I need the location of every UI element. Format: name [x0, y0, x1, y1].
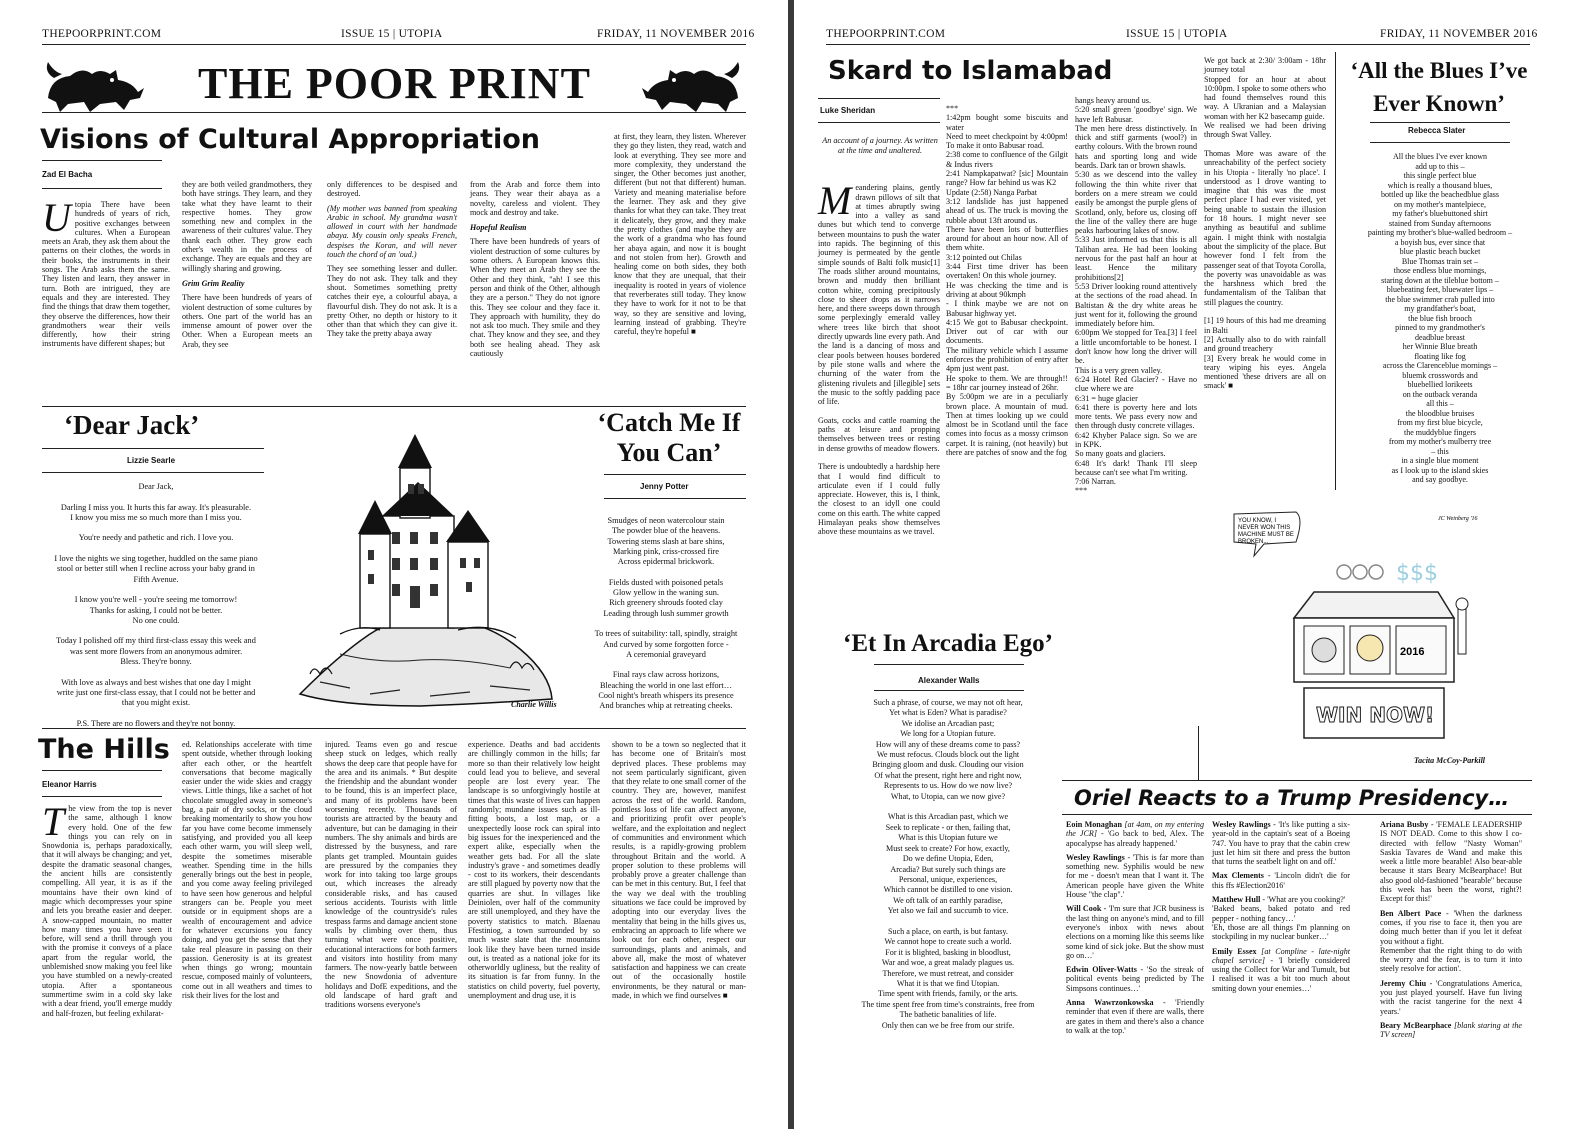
- blues-title: ‘All the Blues I’ve Ever Known’: [1350, 58, 1528, 116]
- oriel-quote-name: Anna Wawrzonkowska: [1066, 998, 1154, 1008]
- arcadia-text: Such a phrase, of course, we may not oft hear, Yet what is Eden? What is paradise? We idolise an Arcadian past; We long for a Utopian future. How will any of these dreams come to pass? We must refocus. Clouds block out the light Bringing gloom and dusk. Clouding our vision Of what the present, right here and right now, Represents to us. How do we now live? What, to Utopia, can we now give? What is this Arcadian past, which we Seek to replicate - or then, failing that, What is this Utopian future we Must seek to create? For how, exactly, Do we define Utopia, Eden, Arcadia? But surely such things are Personal, unique, experiences, Which cannot be distilled to one vision. We oft talk of an earthly paradise, Yet also we fail and succumb to vice. Such a place, on earth, is but fantasy. We cannot hope to create such a world. For it is blighted, basking in bloodlust, War and woe, a great malady plagues us. Therefore, we must retreat, and consider What it is that we find Utopian. Time spent with friends, family, or the arts. The time spent free from time's constraints, free from The bathetic banalities of life. Only then can we be free from our strife.: [861, 698, 1035, 1030]
- cartoon-bubble-line: YOU KNOW, I: [1238, 518, 1277, 524]
- oriel-quote-name: Wesley Rawlings: [1212, 820, 1271, 829]
- oriel-quote-name: Edwin Oliver-Watts: [1066, 965, 1137, 975]
- lion-emblem-icon: [636, 58, 746, 118]
- oriel-quote-text: - 'Friendly reminder that even if there are walls, there are gates in them and there's also a chance to walk at the top.': [1066, 998, 1204, 1035]
- visions-author: Zad El Bacha: [42, 170, 93, 179]
- skard-col-2: *** 1:42pm bought some biscuits and water Need to meet checkpoint by 4:00pm! To make it onto Babusar road. 2:38 come to confluence of the Gilgit & Indus rivers 2:41 Nampkapatwat? [sic] Mountain range? How far behind us was K2 Update (2:58) Nanga Parbat 3:12 landslide has just happened ahead of us. The truck is moving the rubble about 13ft around us. There have been lots of butterflies around for about an hour now. All of them white. 3:12 pointed out Chilas 3:44 First time driver has been overtaken! On this whole journey. He was checking the time and is driving at about 90kmph - I think maybe we are not on Babusar highway yet. 4:15 We got to Babusar checkpoint. Driver out of car with our documents. The military vehicle which I assume enforces the prohibition of entry after 4pm just went past. He spoke to them. We are through!! = 18hr car journey instead of 26hr. By 5:00pm we are in a peculiarly brown place. A mountain of mud. Then at times looking up we could almost be in Scotland until the face comes into focus as a mossy crimson carpet. It is raining, (not heavily) but there are patches of snow and the fog: [946, 104, 1068, 457]
- oriel-quote-text: - 'FEMALE LEADERSHIP IS NOT DEAD. Come to this show I co-directed with fellow "Nasty Woman" Saskia Tavares de Wand and make this week a little more bearable! Also bear-able because it stars Beary McBearphace! But also good old-fashioned "bearable" because this week has been the worst, right?! Except for this!': [1380, 820, 1522, 904]
- oriel-col-2: [1212, 820, 1350, 1076]
- oriel-quote-name: Beary McBearphace: [1380, 1020, 1452, 1030]
- page-left: [0, 0, 788, 1129]
- oriel-quote-name: Emily Essex: [1212, 946, 1257, 956]
- oriel-quote-text: - 'Go back to bed, Alex. The apocalypse has already happened.': [1066, 829, 1204, 848]
- illustration-caption: Charlie Willis: [511, 700, 557, 709]
- slot-machine-cartoon: [1224, 508, 1524, 748]
- oriel-quote-name: Matthew Hull: [1212, 895, 1261, 905]
- header-site[interactable]: THEPOORPRINT.COM: [826, 28, 946, 40]
- cartoon-bubble-line: MACHINE MUST BE: [1238, 532, 1294, 538]
- oriel-quote: [1212, 947, 1350, 993]
- hills-col-1: The view from the top is never the same, although I know every hold. One of the few things you can rely on in Snowdonia is, perhaps paradoxically, that it will always be changing; and yet, despite the dramatic seasonal changes, the ancient hills are consistently compelling. All year, it is as if the mountains have their own kind of magic which decompresses your spine and lets you breathe easier and deeper. A snow-capped mountain, no matter how many times you have seen it before, will send a thrill through you with the promise it conveys of a place apart from the regular world, the unblemished snow making you feel like you have stumbled on a newly-created utopia. After a spontaneous summertime swim in a cold sky lake with a dear friend, you'll emerge muddy and half-frozen, but feeling exhilarat-: [42, 799, 172, 1018]
- header-issue: ISSUE 15 | UTOPIA: [1126, 28, 1228, 40]
- visions-col-4: from the Arab and force them into jeans. They wear their abaya as a novelty, careless and violent. They mock and destroy and take. Hopeful Realism There have been hundreds of years of violent destruction of some cultures by some others. A European knows this. When they meet an Arab they see the Other and they think, "ah! I see this person and think of the Other, although they are a person." They do not ignore this. They see colour and they face it. They approach with humility, they do not ask too much. They smile and they chat. They know and they see, and they both see healing ahead. They ask cautiously: [470, 180, 600, 359]
- oriel-quote: [1212, 871, 1350, 890]
- oriel-quote-text: - 'This is far more than something new. Syphilis would be new for me - doesn't mean that I want it. The American people have given the White House "the clap".': [1066, 852, 1205, 900]
- oriel-quote: [1066, 853, 1204, 899]
- oriel-quote-name: Eoin Monaghan: [1066, 820, 1122, 829]
- oriel-quote: [1066, 820, 1204, 848]
- skard-intro: An account of a journey. As written at the time and unaltered.: [822, 136, 938, 155]
- cartoon-year: 2016: [1400, 646, 1425, 658]
- oriel-quote-text: - 'When the darkness comes, if you rise to face it, then you are doing much better than if you let it defeat you without a fight. Remember that the right thing to do with the worry and the fear, is to turn it into steely resolve for action'.: [1380, 908, 1522, 974]
- oriel-quote: [1066, 965, 1204, 993]
- hills-col-5: shown to be a town so neglected that it has become one of Britain's most deprived places. These problems may not seem particularly significant, given that they relate to one small corner of the country. They are, however, manifest across the rest of the world. Random, pointless loss of life can affect anyone, and prioritizing profit over people's welfare, and the exploitation and neglect of communities and environment which results, is a rapidly-growing problem throughout Britain and the world. A proper solution to these problems will probably prove a greater challenge than can be met in this century. But, I feel that the way we deal with the troubling situations we face could be improved by adopting into our everyday lives the mentality that being in the hills gives us, embracing an approach to life where we look out for each other, respect our surroundings, plants and animals, and above all, make the most of whatever satisfaction and happiness we can create out of the occasionally hostile environments, be they natural or man-made, in which we find ourselves ■: [612, 740, 746, 1001]
- cartoon-banner: WIN NOW!: [1316, 703, 1435, 727]
- oriel-quote-name: Ben Albert Pace: [1380, 908, 1442, 918]
- oriel-quote-text: - 'It's like putting a six-year-old in the captain's seat of a Boeing 747. You have to pray that the cabin crew just let him sit there and press the button that turns the seatbelt light on and off.': [1212, 820, 1350, 867]
- oriel-quote-note: [at 4am, on my entering the JCR]: [1066, 820, 1204, 839]
- catch-me-text: Smudges of neon watercolour stain The powder blue of the heavens. Towering stems slash at bare shins, Marking pink, criss-crossed fire Across epidermal brickwork. Fields dusted with poisoned petals Glow yellow in the waning sun. Rich greenery shrouds footed clay Leading through lush summer growth To trees of suitability: tall, spindly, straight And curved by some forgotten force - A ceremonial graveyard Final rays claw across horizons, Bleaching the world in one last effort… Cool night's breath whispers its presence And branches whip at retreating cheeks.: [594, 516, 738, 711]
- oriel-quote-name: Ariana Busby: [1380, 820, 1429, 829]
- oriel-quote: [1380, 909, 1522, 974]
- oriel-quote: [1066, 904, 1204, 960]
- hills-col-4: experience. Deaths and bad accidents are chillingly common in the hills; far more so than their relatively low height could lead you to believe, and several people are lost every year. The landscape is so unforgivingly hostile at times that this waste of lives can happen randomly; mundane issues such as ill-fitting boots, a lost map, or a unexpectedly loose rock can spiral into big issues for the inexperienced and the expert alike, especially when the weather gets bad. For all the slate industry's grave - and sometimes deadly - cost to its workers, their descendants are still plagued by poverty now that the quarries are shut. In villages like Deiniolen, over half of the community are still unemployed, and they have the poverty statistics to match. Blaenau Ffestiniog, a town surrounded by so much waste slate that the mountains look like they have been turned inside out, is treated as a national joke for its otherworldly ugliness, but the reality of its situation is far from funny. In the statistics on child poverty, fuel poverty, unemployment and drug use, it is: [468, 740, 600, 1001]
- cartoon-dollars: $$$: [1396, 561, 1438, 586]
- page-right: [794, 0, 1596, 1129]
- cartoon-bubble-line: NEVER WON THIS: [1238, 525, 1291, 531]
- catch-me-title: ‘Catch Me If You Can’: [597, 408, 741, 467]
- skard-title: Skard to Islamabad: [828, 56, 1113, 86]
- oriel-quote: [1212, 895, 1350, 941]
- cartoon-bubble-line: BROKEN...: [1238, 539, 1269, 545]
- catch-me-author: Jenny Potter: [640, 482, 689, 491]
- arcadia-author: Alexander Walls: [918, 676, 980, 685]
- oriel-quote-name: Jeremy Chiu: [1380, 978, 1427, 988]
- oriel-quote-text: - 'I'm sure that JCR business is the last thing on anyone's mind, and to fill everyone's inbox with news about elections on a morning like this seems like some kind of sick joke. But the show must go on…': [1066, 904, 1204, 960]
- oriel-title: Oriel Reacts to a Trump Presidency…: [1074, 786, 1510, 810]
- masthead-title: THE POOR PRINT: [198, 59, 591, 108]
- visions-title: Visions of Cultural Appropriation: [40, 124, 541, 155]
- oriel-col-1: [1066, 820, 1204, 1076]
- hills-col-3: injured. Teams even go and rescue sheep stuck on ledges, which really shows the deep care that people have for the area and its animals. * But despite the friendship and the abundant wonder to be found, this is an imperfect place, and many of its problems have been worsening recently. Thousands of tourists are attracted by the beauty and adventure, but can be damaging in their numbers. The shy animals and birds are distressed by the busyness, and rare plants get trampled. Mountain guides are pressured by the companies they work for into taking too large groups out, which increases the already considerable risks, and has caused serious accidents. Tourists with little knowledge of the countryside's rules trespass farms and damage ancient stone walls by climbing over them, thus turning what were once positive, educational interactions for both farmers and visitors into hostility from many farmers. The now-yearly battle between the new Snowdonia of adventure holidays and DofE expeditions, and the old landscape of hard graft and traditions worsens everyone's: [325, 740, 457, 1010]
- oriel-col-3: [1380, 820, 1522, 1086]
- dear-jack-author: Lizzie Searle: [127, 456, 176, 465]
- oriel-quote-text: - 'Lincoln didn't die for this ffs #Election2016': [1212, 871, 1351, 890]
- skard-col-4: We got back at 2:30/ 3:00am - 18hr journey total Stopped for an hour at about 10:00pm. I spoke to some others who had found themselves round this way. A Ukranian and a Malaysian woman with her K2 basecamp guide. We realised we had been driving through Swat Valley. Thomas More was aware of the unreachability of the perfect society in his Utopia - literally 'no place'. I understood as I drove wanting to imagine that this was the most perfect place I had ever visited, yet being unable to sustain the illusion for 18 hours. I might never see anything as beautiful and sublime again. I might think with nostalgia about the simplicity of the place. But however fond I felt from the passenger seat of that Toyota Corolla, the poverty was unavoidable as was the harshness which bred the fundamentalism of the Taliban that still plagues the country. [1] 19 hours of this had me dreaming in Balti [2] Actually also to do with rainfall and ground treachery [3] Every break he would come in teary wiping his eyes. Angela mentioned 'these drivers are all on smack' ■: [1204, 56, 1327, 391]
- arcadia-title: ‘Et In Arcadia Ego’: [843, 630, 1053, 657]
- oriel-quote: [1380, 820, 1522, 904]
- header-date: FRIDAY, 11 NOVEMBER 2016: [597, 28, 755, 40]
- visions-col-5: at first, they learn, they listen. Wherever they go they listen, they read, watch and look at everything. They see more and more complexity, they understand the singer, the Other becomes just another, different (but not that different) human. Variety and meaning materialise before the learner. They ask and they give thanks for what they can take. They treat it delicately, they grow, and they make the pretty clothes (and maybe they are the work of a grandma who has found her abaya again, and now it is bought and not stolen from her). Growth and healing come on both sides, they both know that they are unequal, that their inequality is rooted in years of violence that reverberates still today. They know they have to work for it not to be that way, so they are sensitive and loving, learning instead of grabbing. They're careful, they're hopeful ■: [614, 132, 746, 337]
- visions-col-1: Utopia There have been hundreds of years of rich, positive exchanges between cultures. When a European meets an Arab, they ask them about the patterns on their clothes, the words in their books, the instruments in their songs. The Arab asks them the same. They listen and learn, they answer in turn. Both are intrigued, they are equals and they are interested. They find the things that draw them together, they observe the differences, how their grandmothers wear their veils differently, how their string instruments have different shapes; but: [42, 195, 170, 349]
- dear-jack-text: Dear Jack, Darling I miss you. It hurts this far away. It's pleasurable. I know you miss me so much more than I miss you. You're needy and pathetic and rich. I love you. I love the nights we sing together, huddled on the same piano stool or better still when I recline across your baby grand in Fifth Avenue. I know you're well - you're seeing me tomorrow! Thanks for asking, I could not be better. No one could. Today I polished off my third first-class essay this week and was sent more flowers from an anonymous admirer. Bless. They're bonny. With love as always and best wishes that one day I might write just one first-class essay, that I could not be better and that you might exist. P.S. There are no flowers and they're not bonny.: [54, 482, 258, 728]
- visions-col-3: only differences to be despised and destroyed. (My mother was banned from speaking Arabic in school. My grandma wasn't allowed in court with her handmade abaya. My cousin only speaks French, despises the Koran, and will never touch the chord of an 'oud.) They see something lesser and duller. They do not ask. They talk and they shout. Sometimes something pretty catches their eye, a colourful abaya, a flavourful dish. They do not ask. It is a pretty Other, no depth or history to it other than that which they can give it. They take the pretty abaya away: [327, 180, 457, 339]
- hills-title: The Hills: [38, 734, 170, 765]
- drop-cap: U: [42, 195, 71, 240]
- drop-cap: M: [818, 178, 852, 224]
- skard-col-1: Meandering plains, gently drawn pillows of silt that at times abruptly swing into a valley as sand dunes but which tend to converge between mountains to push the water into rapids. The beginning of this journey is permeated by the gentle simple sounds of Balti folk music[1] The roads slither around mountains, brown and muddy then brilliant cotton white, coming precipitously close to sheer drops as it narrows here, and there sweeps down through some perplexingly emerald valley where trees like birch that shoot directly upwards line every path. And the land is a dancing of moss and clear pools between houses bordered by pile stone walls and where the churning of the water from the glistening rivulets and [illegible] sets the music to the softly padding pace of life. Goats, cocks and cattle roaming the paths at leisure and propping themselves between trees or resting in dense growths of meadow flowers. There is undoubtedly a hardship here that I would find difficult to articulate even if I could fully appreciate. However, this is, I think, the closest to an idyll one could come on this earth. The white capped Himalayan peaks show themselves above these mountains as we travel.: [818, 178, 940, 537]
- oriel-quote: [1380, 1021, 1522, 1040]
- oriel-quote-note: [blank staring at the TV screen]: [1380, 1020, 1522, 1040]
- oriel-quote-name: Max Clements: [1212, 871, 1264, 881]
- drop-cap: T: [42, 799, 65, 844]
- header-date: FRIDAY, 11 NOVEMBER 2016: [1380, 28, 1538, 40]
- blues-text: All the blues I've ever known add up to this – this single perfect blue which is really a thousand blues, bottled up like the beachedblue glass on my mother's mantelpiece, my father's bluebuttoned shirt stained from Sunday afternoons painting my brother's blue-walled bedroom – a boyish bus, ever since that blue plastic beach bucket Blue Thomas train set – those endless blue mornings, staring down at the tileblue bottom – bluebeating feet, bluewater lips – the blue swimmer crab pulled into my grandfather's boat, the blue fish brooch pinned to my grandmother's deadblue breast her Winnie Blue breath floating like fog across the Clarenceblue mornings – bluemk crosswords and bluebellied lorikeets on the outback veranda all this – the bloodblue bruises from my first blue bicycle, the muddyblue fingers from my mother's mulberry tree – this in a single blue moment as I look up to the island skies and say goodbye.: [1367, 152, 1513, 484]
- castle-illustration: [280, 424, 576, 714]
- skard-col-3: hangs heavy around us. 5:20 small green 'goodbye' sign. We have left Babusar. The men here dress distinctively. In thick and stiff garments (wool?) in earthy colours. With the brown round hats and sporting long and wide beards. Dark tan or brown shawls. 5:30 as we descend into the valley following the thin white river that borders on a mere stream we could easily be amongst the purple glens of Scotland, only, before us, closing off the line of the valley there are huge peaks harbouring lakes of snow. 5:33 Just informed us that this is all Taliban area. He had been looking nervous for the past half an hour at least. Hence the military prohibitions[2] 5:53 Driver looking round attentively at the sections of the road ahead. In Baltistan & the dry white areas he just went for it, following the ground immediately before him. 6:00pm We stopped for Tea.[3] I feel a little uncomfortable to be honest. I don't know how long the driver will be. This is a very green valley. 6:24 Hotel Red Glacier? - Have no clue where we are 6:31 = huge glacier 6:41 there is poverty here and lots more tents. We pass every now and then through dusty concrete villages. 6:42 Khyber Palace sign. So we are in KPK. So many goats and glaciers. 6:48 It's dark! Thank I'll sleep because can't see what I'm writing. 7:06 Narran. ***: [1075, 96, 1197, 496]
- cartoon-caption: Tacita McCoy-Parkill: [1414, 756, 1486, 765]
- oriel-quote-text: - 'I briefly considered using the Collect for War and Tumult, but I realised it was a bit too much about smiting down your enemies…': [1212, 955, 1350, 993]
- lion-emblem-icon: [40, 58, 150, 118]
- oriel-quote-note: [at Compline - late-night chapel service]: [1212, 946, 1351, 965]
- hills-col-2: ed. Relationships accelerate with time spent outside, whether through looking after each other, or the heartfelt conversations that become magically easier under the wide skies and craggy views. Little things, like a sachet of hot chocolate smuggled away in someone's bag, a pair of dry socks, or the cloud breaking momentarily to show you how far you have come become immensely satisfying, and provided you all keep each other warm, you will sleep well, despite the sometimes miserable weather. Spending time in the hills generally brings out the best in people, and you come away feeling privileged to have seen how generous and helpful strangers can be. People you meet outside or in equipment shops are a wealth of encouragement and advice for whatever excursions you fancy doing, and you get the sense that they take real pleasure in passing on their passion. Generosity is at its greatest when things go wrong; mountain rescue, composed mainly of volunteers, come out in all weathers and times to risk their lives for the lost and: [182, 740, 312, 1001]
- oriel-quote: [1066, 998, 1204, 1035]
- oriel-quote: [1212, 820, 1350, 866]
- visions-col-2: they are both veiled grandmothers, they both have strings. They learn, and they take what they have learnt to their respective homes. They grow something new and complex in the awareness of their cultures' value. They thank each other. They grow each other's wealth in the process of exchange. They are equals and they are willingly sharing and growing. Grim Grim Reality There have been hundreds of years of violent destruction of some cultures by others. One part of the world has an immense amount of power over the Other. When a European meets an Arab, they see: [182, 180, 312, 349]
- skard-author: Luke Sheridan: [820, 106, 876, 115]
- oriel-quote-text: - 'What are you cooking?' 'Baked beans, baked potato and red pepper - nothing fancy…' 'Eh, those are all things I'm planning on stockpiling in my nuclear bunker…': [1212, 895, 1350, 942]
- header-issue: ISSUE 15 | UTOPIA: [341, 28, 443, 40]
- oriel-quote-name: Wesley Rawlings: [1066, 852, 1125, 862]
- hills-author: Eleanor Harris: [42, 780, 97, 789]
- blues-author: Rebecca Slater: [1408, 126, 1466, 135]
- header-site[interactable]: THEPOORPRINT.COM: [42, 28, 162, 40]
- oriel-quote-name: Will Cook: [1066, 904, 1102, 914]
- oriel-quote: [1380, 979, 1522, 1016]
- oriel-quote-text: - 'So the streak of political events being predicted by The Simpsons continues…': [1066, 965, 1204, 993]
- cartoon-signature: JC Weinberg '16: [1438, 516, 1478, 522]
- dear-jack-title: ‘Dear Jack’: [64, 410, 200, 440]
- oriel-quote-text: - 'Congratulations America, you just played yourself. Have fun living with the racist tangerine for the next 4 years.': [1380, 978, 1522, 1016]
